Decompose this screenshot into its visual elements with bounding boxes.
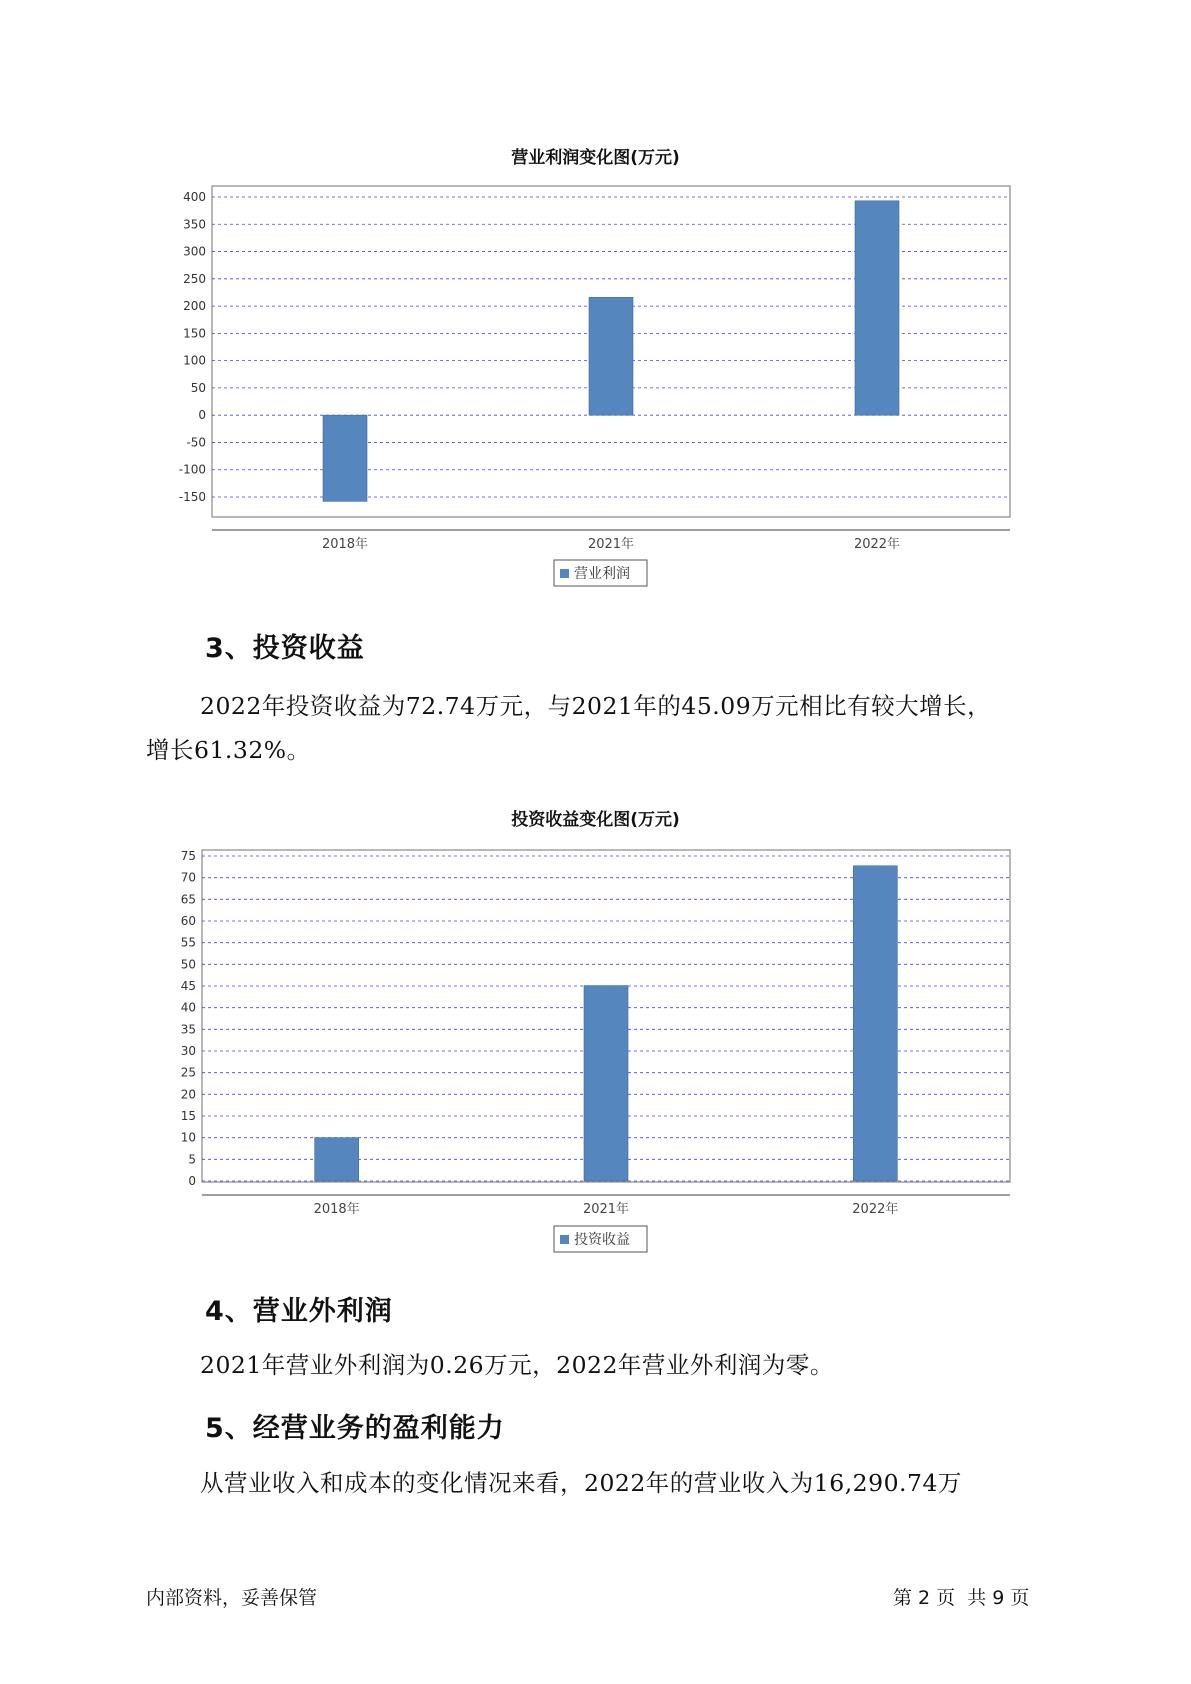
investment-income-paragraph-line1: 2022年投资收益为72.74万元，与2021年的45.09万元相比有较大增长，: [200, 692, 992, 720]
legend: [554, 1226, 647, 1252]
y-tick-label: 45: [180, 979, 196, 993]
y-tick-label: 25: [180, 1065, 196, 1080]
y-tick-label: 100: [183, 353, 206, 368]
y-tick-label: 400: [183, 190, 206, 204]
legend-swatch: [560, 1235, 569, 1244]
y-tick-label: -150: [178, 490, 206, 504]
bar-2021年: [584, 986, 628, 1181]
bar-2022年: [853, 866, 897, 1181]
y-tick-label: 20: [180, 1087, 196, 1102]
investment-income-paragraph-line2: 增长61.32%。: [146, 736, 311, 764]
section-heading-non-operating-profit: 4、营业外利润: [205, 1296, 393, 1327]
x-tick-label: 2021年: [582, 1202, 630, 1217]
section-heading-profitability: 5、经营业务的盈利能力: [205, 1413, 505, 1444]
y-tick-label: 0: [198, 408, 206, 423]
chart-title: 投资收益变化图(万元): [511, 810, 680, 830]
y-tick-label: 50: [180, 957, 196, 972]
bar-2018年: [315, 1138, 359, 1181]
y-tick-label: 15: [180, 1109, 196, 1123]
footer-confidential-note: 内部资料，妥善保管: [146, 1587, 318, 1609]
y-tick-label: 0: [188, 1174, 196, 1188]
x-tick-label: 2018年: [321, 537, 369, 552]
y-tick-label: 10: [180, 1130, 196, 1145]
y-tick-label: -50: [186, 435, 206, 450]
x-tick-label: 2022年: [852, 1202, 899, 1217]
profitability-paragraph: 从营业收入和成本的变化情况来看，2022年的营业收入为16,290.74万: [200, 1469, 962, 1497]
y-tick-label: 350: [183, 217, 206, 232]
non-operating-profit-paragraph: 2021年营业外利润为0.26万元，2022年营业外利润为零。: [200, 1351, 834, 1379]
x-tick-label: 2018年: [313, 1202, 360, 1217]
y-tick-label: 60: [180, 914, 196, 928]
legend-label: 营业利润: [574, 566, 630, 582]
footer-page-number: 第 2 页 共 9 页: [893, 1587, 1030, 1609]
y-tick-label: 75: [180, 849, 196, 863]
y-tick-label: 200: [183, 299, 206, 314]
y-tick-label: 55: [180, 935, 196, 950]
x-tick-label: 2022年: [853, 537, 901, 552]
y-tick-label: 30: [180, 1044, 196, 1058]
y-tick-label: -100: [178, 462, 206, 477]
section-heading-investment-income: 3、投资收益: [205, 633, 365, 664]
y-tick-label: 35: [180, 1022, 196, 1037]
y-tick-label: 65: [180, 892, 196, 907]
chart-title: 营业利润变化图(万元): [511, 148, 680, 168]
legend-label: 投资收益: [574, 1232, 630, 1248]
x-tick-label: 2021年: [587, 537, 635, 552]
y-tick-label: 50: [190, 380, 206, 395]
y-tick-label: 40: [180, 1000, 196, 1015]
y-tick-label: 70: [180, 870, 196, 885]
y-tick-label: 250: [183, 271, 206, 286]
y-tick-label: 5: [188, 1152, 196, 1167]
y-tick-label: 300: [183, 244, 206, 259]
y-tick-label: 150: [183, 326, 206, 341]
